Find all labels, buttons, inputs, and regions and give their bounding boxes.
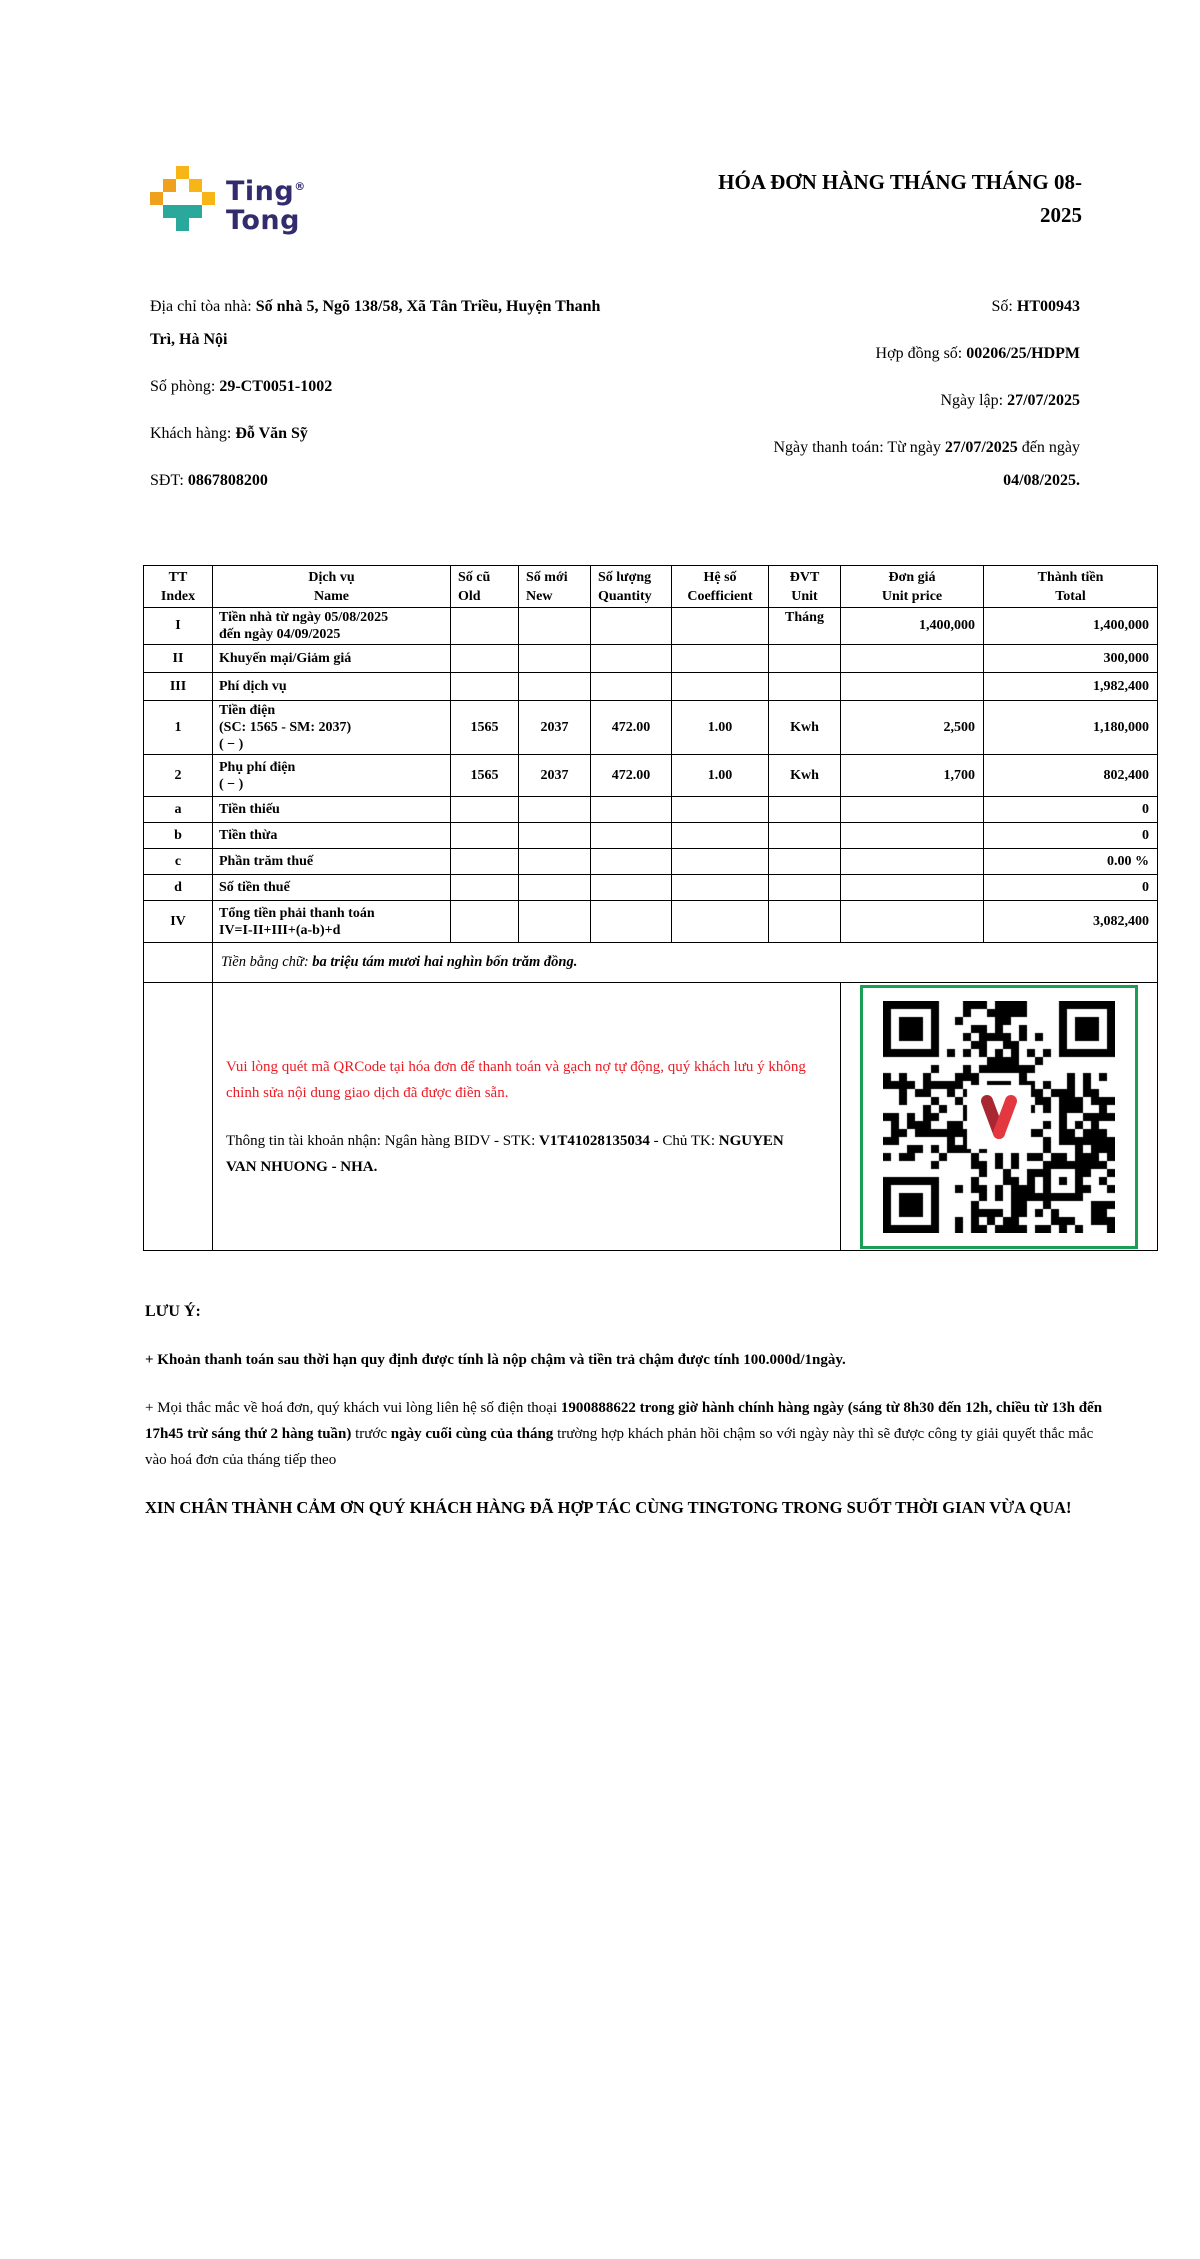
- logo-pixel: [163, 205, 176, 218]
- table-cell: [672, 797, 769, 823]
- customer-info-line: Khách hàng: Đỗ Văn Sỹ: [150, 425, 308, 442]
- table-cell: [591, 901, 672, 943]
- table-cell: Tiền nhà từ ngày 05/08/2025 đến ngày 04/09/2025: [213, 608, 451, 645]
- table-cell: [841, 875, 984, 901]
- table-cell: [769, 901, 841, 943]
- table-cell: II: [144, 645, 213, 673]
- table-cell: [451, 645, 519, 673]
- table-cell: Khuyến mại/Giảm giá: [213, 645, 451, 673]
- table-cell: 1,400,000: [841, 608, 984, 645]
- table-cell: [672, 608, 769, 645]
- table-cell: [672, 673, 769, 701]
- invoice-title-line2: 2025: [1040, 203, 1082, 227]
- column-header: Đơn giá Unit price: [841, 566, 984, 608]
- table-cell: Tổng tiền phải thanh toán IV=I-II+III+(a-b)+d: [213, 901, 451, 943]
- vietqr-v-icon: [973, 1091, 1025, 1143]
- table-row: [144, 701, 1158, 755]
- table-cell: Tháng: [769, 608, 841, 645]
- amount-in-words-row: [144, 943, 1158, 983]
- table-cell: III: [144, 673, 213, 701]
- logo-pixel: [176, 205, 189, 218]
- logo-pixel: [202, 192, 215, 205]
- table-cell: [841, 797, 984, 823]
- customer-info-line: SĐT: 0867808200: [150, 472, 268, 489]
- table-cell: [144, 983, 213, 1251]
- logo-pixel: [176, 166, 189, 179]
- invoice-info-line: Số: HT00943: [991, 298, 1080, 315]
- table-cell: IV: [144, 901, 213, 943]
- table-cell: [769, 849, 841, 875]
- invoice-footer: [145, 1303, 1110, 1521]
- table-cell: [451, 797, 519, 823]
- table-cell: [144, 943, 213, 983]
- table-cell: [672, 645, 769, 673]
- invoice-info-line: Hợp đồng số: 00206/25/HDPM: [875, 345, 1080, 362]
- table-cell: [451, 608, 519, 645]
- table-cell: [769, 875, 841, 901]
- tingtong-logo-text: [226, 172, 306, 235]
- table-cell: 0: [984, 875, 1158, 901]
- invoice-info-line: Ngày thanh toán: Từ ngày 27/07/2025 đến ngày 04/08/2025.: [773, 439, 1080, 489]
- amount-in-words: Tiền bằng chữ: ba triệu tám mươi hai nghìn bốn trăm đồng.: [213, 943, 1158, 983]
- table-cell: 1565: [451, 701, 519, 755]
- thank-you-note: XIN CHÂN THÀNH CẢM ƠN QUÝ KHÁCH HÀNG ĐÃ HỢP TÁC CÙNG TINGTONG TRONG SUỐT THỜI GIAN VỪA QUA!: [145, 1498, 1072, 1517]
- customer-info-block: [150, 290, 625, 511]
- table-row: [144, 673, 1158, 701]
- column-header: ĐVT Unit: [769, 566, 841, 608]
- table-cell: 0: [984, 823, 1158, 849]
- invoice-title: [718, 166, 1082, 232]
- table-row: [144, 608, 1158, 645]
- table-row: [144, 901, 1158, 943]
- table-cell: [672, 823, 769, 849]
- table-cell: [841, 673, 984, 701]
- table-cell: Phần trăm thuế: [213, 849, 451, 875]
- logo-pixel: [189, 205, 202, 218]
- table-cell: [591, 608, 672, 645]
- table-cell: Tiền thừa: [213, 823, 451, 849]
- table-cell: d: [144, 875, 213, 901]
- column-header: Dịch vụ Name: [213, 566, 451, 608]
- table-cell: [451, 875, 519, 901]
- table-cell: [672, 901, 769, 943]
- table-cell: [591, 673, 672, 701]
- table-cell: [519, 823, 591, 849]
- table-cell: 300,000: [984, 645, 1158, 673]
- table-cell: [519, 849, 591, 875]
- table-cell: Tiền thiếu: [213, 797, 451, 823]
- table-cell: [769, 673, 841, 701]
- notes-heading: LƯU Ý:: [145, 1303, 201, 1320]
- table-row: [144, 849, 1158, 875]
- table-cell: 2,500: [841, 701, 984, 755]
- table-row: [144, 645, 1158, 673]
- tingtong-logo-icon: [150, 166, 216, 246]
- column-header: Thành tiền Total: [984, 566, 1158, 608]
- charges-table-wrap: [143, 565, 1157, 1251]
- table-cell: b: [144, 823, 213, 849]
- qr-code: [860, 985, 1138, 1249]
- table-cell: Số tiền thuế: [213, 875, 451, 901]
- customer-info-line: Địa chỉ tòa nhà: Số nhà 5, Ngõ 138/58, Xã Tân Triều, Huyện Thanh Trì, Hà Nội: [150, 298, 601, 348]
- table-cell: 472.00: [591, 701, 672, 755]
- qr-code-cell: [841, 983, 1158, 1251]
- table-cell: 1,982,400: [984, 673, 1158, 701]
- table-cell: [591, 797, 672, 823]
- logo-pixel: [150, 192, 163, 205]
- table-cell: [591, 645, 672, 673]
- table-cell: 802,400: [984, 755, 1158, 797]
- table-cell: Phí dịch vụ: [213, 673, 451, 701]
- table-cell: [841, 645, 984, 673]
- invoice-meta: [150, 290, 1080, 511]
- customer-info-line: Số phòng: 29-CT0051-1002: [150, 378, 333, 395]
- table-cell: 1,180,000: [984, 701, 1158, 755]
- hotline-note: + Mọi thắc mắc về hoá đơn, quý khách vui lòng liên hệ số điện thoại 1900888622 trong giờ hành chính hàng ngày (sáng từ 8h30 đến 12h, chiều từ 13h đến 17h45 trừ sáng thứ 2 hàng tuần) trước ngày cuối cùng của tháng trường hợp khách phản hồi chậm so với ngày này thì sẽ được công ty giải quyết thắc mắc vào hoá đơn của tháng tiếp theo: [145, 1400, 1103, 1468]
- table-cell: 1.00: [672, 755, 769, 797]
- tingtong-logo: [150, 150, 306, 246]
- charges-table: [143, 565, 1158, 1251]
- table-cell: Phụ phí điện ( − ): [213, 755, 451, 797]
- table-cell: [519, 901, 591, 943]
- table-header-row: [144, 566, 1158, 608]
- table-cell: [841, 823, 984, 849]
- table-cell: [591, 823, 672, 849]
- invoice-info-line: Ngày lập: 27/07/2025: [940, 392, 1080, 409]
- table-cell: I: [144, 608, 213, 645]
- brand-name-line2: Tong: [226, 205, 300, 236]
- column-header: Số cũ Old: [451, 566, 519, 608]
- column-header: Hệ số Coefficient: [672, 566, 769, 608]
- table-cell: [519, 875, 591, 901]
- table-cell: [451, 901, 519, 943]
- table-cell: [841, 849, 984, 875]
- table-cell: [451, 673, 519, 701]
- table-cell: [769, 645, 841, 673]
- invoice-header: [150, 150, 1082, 246]
- table-cell: a: [144, 797, 213, 823]
- table-row: [144, 823, 1158, 849]
- late-payment-note: + Khoản thanh toán sau thời hạn quy định được tính là nộp chậm và tiền trả chậm được tính 100.000d/1ngày.: [145, 1352, 846, 1368]
- column-header: Số mới New: [519, 566, 591, 608]
- table-cell: [672, 849, 769, 875]
- table-cell: Tiền điện (SC: 1565 - SM: 2037) ( − ): [213, 701, 451, 755]
- table-cell: [519, 797, 591, 823]
- table-cell: 2037: [519, 755, 591, 797]
- invoice-title-line1: HÓA ĐƠN HÀNG THÁNG THÁNG 08-: [718, 170, 1082, 194]
- table-cell: 472.00: [591, 755, 672, 797]
- table-cell: 3,082,400: [984, 901, 1158, 943]
- table-cell: [519, 608, 591, 645]
- logo-pixel: [163, 179, 176, 192]
- table-cell: [591, 875, 672, 901]
- table-cell: [591, 849, 672, 875]
- table-cell: [841, 901, 984, 943]
- registered-mark: ®: [294, 180, 306, 193]
- table-cell: [519, 645, 591, 673]
- qr-row: [144, 983, 1158, 1251]
- table-cell: [769, 797, 841, 823]
- table-cell: [519, 673, 591, 701]
- table-cell: 1: [144, 701, 213, 755]
- table-row: [144, 797, 1158, 823]
- logo-pixel: [189, 179, 202, 192]
- table-cell: 0.00 %: [984, 849, 1158, 875]
- table-row: [144, 875, 1158, 901]
- table-cell: Kwh: [769, 755, 841, 797]
- column-header: TT Index: [144, 566, 213, 608]
- payment-instructions: [213, 983, 841, 1251]
- table-cell: [672, 875, 769, 901]
- table-cell: 0: [984, 797, 1158, 823]
- table-cell: 1,700: [841, 755, 984, 797]
- table-cell: [451, 823, 519, 849]
- table-cell: 1565: [451, 755, 519, 797]
- column-header: Số lượng Quantity: [591, 566, 672, 608]
- table-cell: Kwh: [769, 701, 841, 755]
- table-cell: 2037: [519, 701, 591, 755]
- table-cell: [769, 823, 841, 849]
- table-cell: 1,400,000: [984, 608, 1158, 645]
- invoice-info-block: [625, 290, 1080, 511]
- table-cell: [451, 849, 519, 875]
- logo-pixel: [176, 218, 189, 231]
- brand-name-line1: Ting: [226, 176, 295, 207]
- table-cell: 2: [144, 755, 213, 797]
- table-cell: 1.00: [672, 701, 769, 755]
- table-cell: c: [144, 849, 213, 875]
- bank-account-info: Thông tin tài khoản nhận: Ngân hàng BIDV - STK: V1T41028135034 - Chủ TK: NGUYEN VAN NHUONG - NHA.: [226, 1132, 784, 1175]
- table-row: [144, 755, 1158, 797]
- qr-warning-text: Vui lòng quét mã QRCode tại hóa đơn để thanh toán và gạch nợ tự động, quý khách lưu ý không chỉnh sửa nội dung giao dịch đã được điền sẵn.: [226, 1058, 806, 1101]
